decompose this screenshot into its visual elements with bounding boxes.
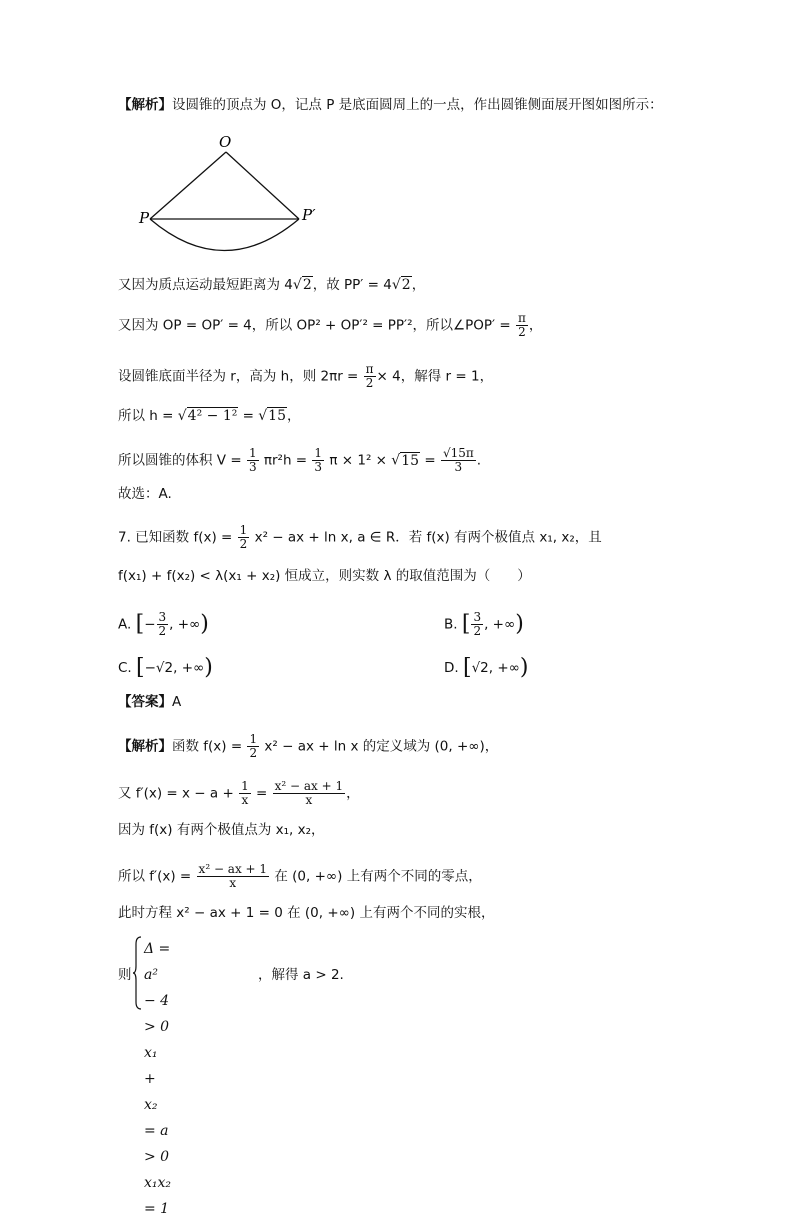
system-row-1: Δ = a² − 4 > 0	[144, 941, 171, 1035]
label-o: O	[219, 133, 232, 151]
system-suffix: ，解得 a > 2.	[258, 967, 344, 983]
arc-p-p2	[150, 219, 299, 251]
option-d[interactable]: D. [√2, +∞)	[444, 655, 529, 680]
fraction: $\frac{\pi}{2}$	[365, 362, 374, 390]
analysis-line-6: 所以圆锥的体积 V = $\frac{1}{3}$ πr²h = $\frac{1}{3}$ π × 1² × √15 = $\frac{√15\pi}{3}$ .	[118, 446, 482, 474]
solution-line-5: 此时方程 x² − ax + 1 = 0 在 (0, +∞) 上有两个不同的实根，	[118, 905, 495, 921]
solution-line-4: 所以 f′(x) = $\frac{\text{x² − ax + 1}}{x}$ 在 (0, +∞) 上有两个不同的零点，	[118, 862, 482, 890]
analysis-line-1	[118, 95, 663, 115]
analysis-line-2: 又因为质点运动最短距离为 4√2，故 PP′ = 4√2，	[118, 277, 426, 293]
system-prefix: 则	[118, 967, 132, 983]
option-a[interactable]: A. [− $\frac{3}{2}$ , +∞)	[118, 610, 209, 638]
analysis-line-5: 所以 h = √4² − 1² = √15，	[118, 408, 301, 424]
option-c[interactable]: C. [−√2, +∞)	[118, 655, 213, 680]
solution-line-1: 【解析】函数 f(x) = $\frac{1}{2}$ x² − ax + ln x 的定义域为 (0, +∞)，	[118, 732, 499, 760]
question-7-line-2: f(x₁) + f(x₂) < λ(x₁ + x₂) 恒成立，则实数 λ 的取值范围为（ ）	[118, 568, 531, 584]
analysis-tag: 【解析】	[118, 97, 172, 113]
answer-tag: 【答案】	[118, 694, 172, 710]
analysis-line-3: 又因为 OP = OP′ = 4，所以 OP² + OP′² = PP′²，所以∠POP′ = $\frac{\pi}{2}$ ，	[118, 311, 543, 339]
segment-o-p	[150, 152, 226, 219]
fraction: $\frac{\pi}{2}$	[518, 311, 526, 339]
answer-value: A	[172, 694, 182, 710]
segment-o-p2	[226, 152, 299, 219]
option-b[interactable]: B. [ $\frac{3}{2}$ , +∞)	[444, 610, 524, 638]
label-p: P	[139, 209, 150, 227]
analysis-line-4: 设圆锥底面半径为 r，高为 h，则 2πr = $\frac{\pi}{2}$ × 4，解得 r = 1，	[118, 362, 494, 390]
solution-line-2: 又 f′(x) = x − a + $\frac{1}{x}$ = $\frac{\text{x² − ax + 1}}{x}$ ，	[118, 779, 360, 807]
label-p-prime: P′	[302, 206, 316, 224]
system-row-3: x₁x₂ = 1	[144, 1175, 172, 1217]
question-7-line-1: 7. 已知函数 f(x) = $\frac{1}{2}$ x² − ax + ln x, a ∈ R．若 f(x) 有两个极值点 x₁, x₂，且	[118, 523, 602, 551]
solution-line-3: 因为 f(x) 有两个极值点为 x₁, x₂，	[118, 822, 325, 838]
left-brace	[132, 936, 142, 1010]
system-row-2: x₁ + x₂ = a > 0	[144, 1045, 170, 1165]
cone-development-figure	[135, 132, 335, 257]
analysis-conclusion: 故选：A.	[118, 486, 172, 502]
analysis-text: 设圆锥的顶点为 O，记点 P 是底面圆周上的一点，作出圆锥侧面展开图如图所示：	[172, 97, 663, 113]
answer-line	[118, 692, 181, 712]
